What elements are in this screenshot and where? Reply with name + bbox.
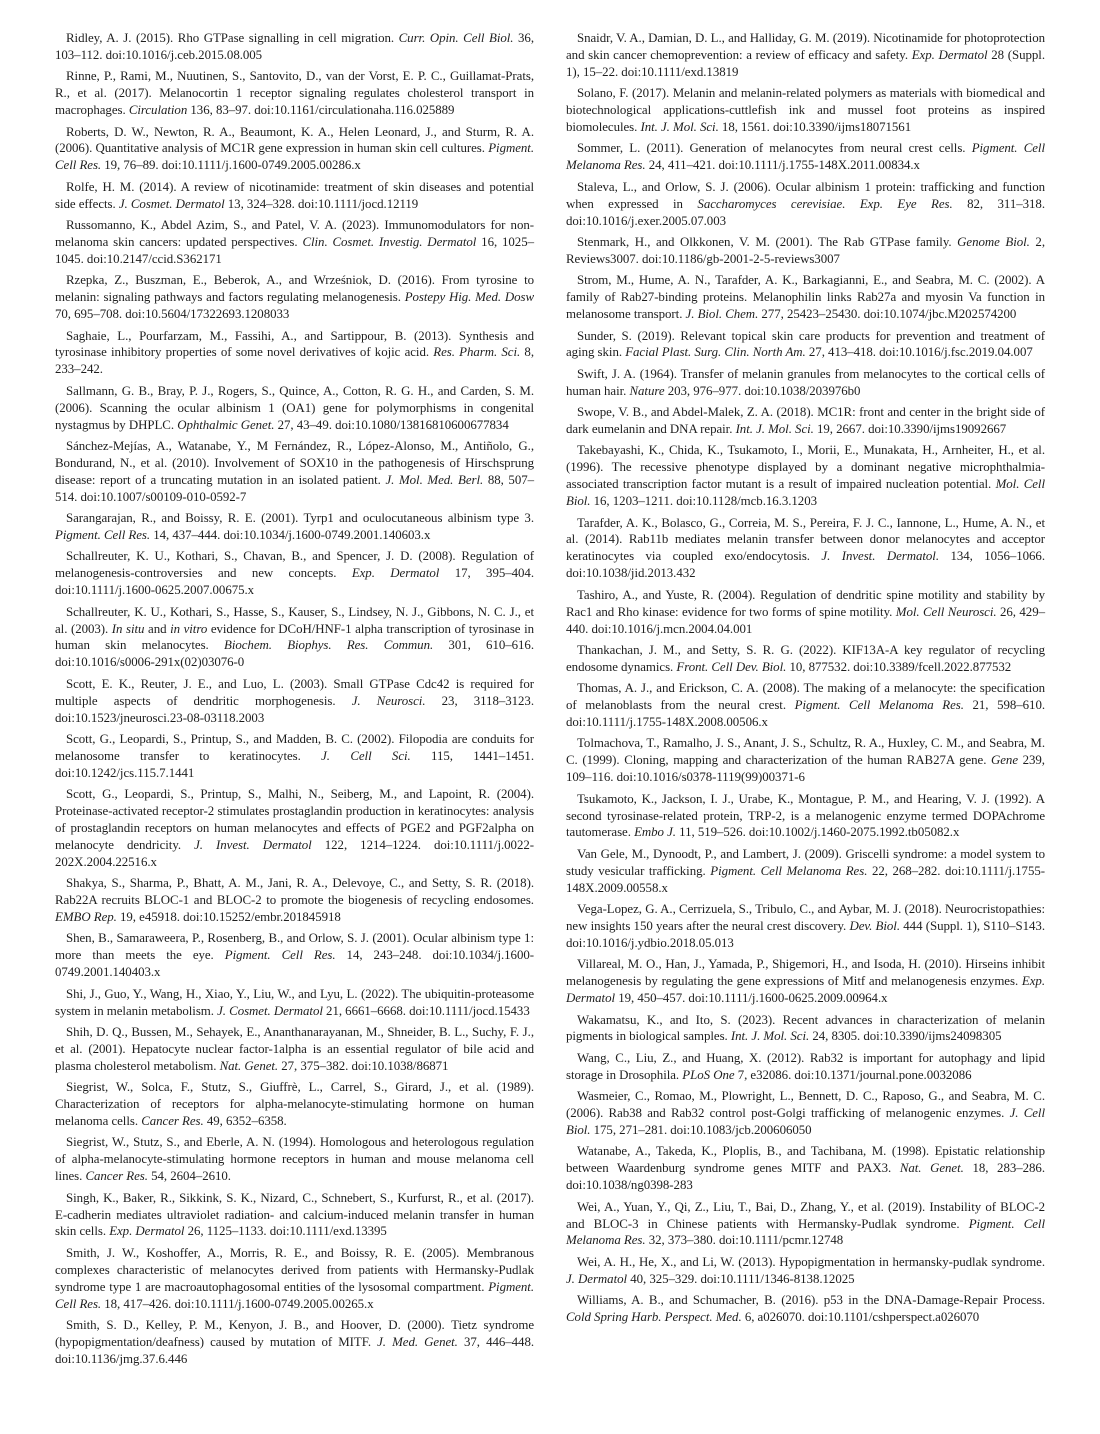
- reference-text-segment: 28 (Suppl. 1), 15–22. doi:10.1111/exd.13819: [566, 47, 1046, 79]
- reference-entry: [566, 735, 1045, 786]
- reference-text-segment: Saghaie, L., Pourfarzam, M., Fassihi, A., and Sartippour, B. (2013). Synthesis and tyrosinase inhibitory properties of some novel derivatives of kojic acid.: [55, 328, 534, 360]
- reference-journal-title: Nat. Genet.: [899, 1161, 964, 1176]
- reference-text-segment: 277, 25423–25430. doi:10.1074/jbc.M202574200: [758, 307, 1017, 322]
- reference-journal-title: Ophthalmic Genet.: [177, 417, 275, 432]
- reference-text-segment: 27, 43–49. doi:10.1080/13816810600677834: [274, 417, 509, 432]
- reference-entry: [55, 1317, 534, 1368]
- reference-text-segment: 17, 395–404. doi:10.1111/j.1600-0625.2007.00675.x: [55, 566, 534, 598]
- reference-text-segment: Schallreuter, K. U., Kothari, S., Hasse, S., Kauser, S., Lindsey, N. J., Gibbons, N. C. J., et al. (2003).: [55, 604, 534, 636]
- reference-text-segment: 6, a026070. doi:10.1101/cshperspect.a026070: [741, 1310, 980, 1325]
- reference-entry: [566, 234, 1045, 268]
- reference-journal-title: J. Mol. Med. Berl.: [385, 472, 484, 487]
- reference-text-segment: Thomas, A. J., and Erickson, C. A. (2008). The making of a melanocyte: the specification of melanoblasts from the neural crest.: [566, 681, 1045, 713]
- reference-text-segment: 70, 695–708. doi:10.5604/17322693.1208033: [55, 307, 290, 322]
- reference-journal-title: Exp. Dermatol: [911, 47, 988, 62]
- reference-entry: [566, 272, 1045, 323]
- reference-entry: [566, 140, 1045, 174]
- reference-text-segment: 82, 311–318. doi:10.1016/j.exer.2005.07.003: [566, 196, 1045, 228]
- reference-journal-title: J. Invest. Dermatol.: [821, 549, 940, 564]
- reference-journal-title: Pigment. Cell Res.: [55, 1279, 534, 1311]
- reference-journal-title: J. Cosmet. Dermatol: [118, 196, 225, 211]
- reference-entry: [55, 1134, 534, 1185]
- reference-text-segment: 16, 1203–1211. doi:10.1128/mcb.16.3.1203: [590, 494, 817, 509]
- references-column-right: [566, 30, 1045, 1414]
- reference-text-segment: 21, 6661–6668. doi:10.1111/jocd.15433: [322, 1003, 530, 1018]
- reference-entry: [566, 1050, 1045, 1084]
- reference-journal-title: Exp. Dermatol: [109, 1224, 185, 1239]
- reference-text-segment: Sarangarajan, R., and Boissy, R. E. (2001). Tyrp1 and oculocutaneous albinism type 3.: [66, 511, 534, 526]
- reference-text-segment: Sánchez-Mejías, A., Watanabe, Y., M Fernández, R., López-Alonso, M., Antiñolo, G., Bondurand, N., et al. (2010). Involvement of SOX10 in the pathogenesis of Hirschsprung disease: report of a truncating mutation in an isolated patient.: [55, 438, 534, 487]
- reference-entry: [55, 328, 534, 379]
- reference-text-segment: and: [144, 621, 171, 636]
- reference-text-segment: 11, 519–526. doi:10.1002/j.1460-2075.1992.tb05082.x: [675, 825, 960, 840]
- reference-journal-title: Curr. Opin. Cell Biol.: [398, 31, 514, 45]
- reference-entry: [566, 1199, 1045, 1250]
- reference-text-segment: Shen, B., Samaraweera, P., Rosenberg, B., and Orlow, S. J. (2001). Ocular albinism type 1: more than meets the eye.: [55, 931, 534, 963]
- reference-text-segment: 16, 1025–1045. doi:10.2147/ccid.S362171: [55, 234, 534, 266]
- reference-journal-title: Pigment. Cell Melanoma Res.: [566, 141, 1045, 173]
- reference-text-segment: 444 (Suppl. 1), S110–S143. doi:10.1016/j.ydbio.2018.05.013: [566, 919, 1046, 950]
- reference-text-segment: Wang, C., Liu, Z., and Huang, X. (2012). Rab32 is important for autophagy and lipid storage in Drosophila.: [566, 1050, 1045, 1082]
- reference-text-segment: 40, 325–329. doi:10.1111/1346-8138.12025: [627, 1271, 855, 1286]
- reference-journal-title: J. Med. Genet.: [377, 1334, 458, 1349]
- reference-journal-title: Pigment. Cell Melanoma Res.: [710, 863, 868, 878]
- reference-text-segment: Rzepka, Z., Buszman, E., Beberok, A., and Wrześniok, D. (2016). From tyrosine to melanin: signaling pathways and factors regulating melanogenesis.: [55, 273, 534, 305]
- reference-journal-title: Int. J. Mol. Sci.: [730, 1029, 810, 1044]
- reference-text-segment: Watanabe, A., Takeda, K., Ploplis, B., and Tachibana, M. (1998). Epistatic relationship between Waardenburg syndrome genes MITF and PAX3.: [566, 1144, 1045, 1176]
- reference-journal-title: Res. Pharm. Sci.: [433, 345, 521, 360]
- reference-text-segment: 27, 375–382. doi:10.1038/86871: [278, 1058, 449, 1073]
- reference-text-segment: Shi, J., Guo, Y., Wang, H., Xiao, Y., Liu, W., and Lyu, L. (2022). The ubiquitin-proteasome system in melanin metabolism.: [55, 986, 534, 1018]
- reference-entry: [55, 272, 534, 323]
- reference-text-segment: 115, 1441–1451. doi:10.1242/jcs.115.7.1441: [55, 748, 534, 780]
- reference-text-segment: Solano, F. (2017). Melanin and melanin-related polymers as materials with biomedical and biotechnological applications-cuttlefish ink and mussel foot proteins as inspired biomolecules.: [566, 86, 1045, 135]
- reference-text-segment: Tarafder, A. K., Bolasco, G., Correia, M. S., Pereira, F. J. C., Iannone, L., Hume, A. N., et al. (2014). Rab11b mediates melanin transfer between donor melanocytes and acceptor keratinocytes via coupled exo/endocytosis.: [566, 515, 1045, 564]
- reference-text-segment: Takebayashi, K., Chida, K., Tsukamoto, I., Morii, E., Munakata, H., Arnheiter, H., et al. (1996). The recessive phenotype displayed by a dominant negative microphthalmia-associated transcription factor mutant is a result of impaired nucleation potential.: [566, 443, 1045, 492]
- reference-journal-title: Pigment. Cell Res.: [224, 948, 336, 963]
- reference-text-segment: Ridley, A. J. (2015). Rho GTPase signalling in cell migration.: [66, 31, 399, 45]
- reference-journal-title: Mol. Cell Neurosci.: [895, 604, 997, 619]
- reference-text-segment: 14, 437–444. doi:10.1034/j.1600-0749.2001.140603.x: [150, 527, 431, 542]
- reference-journal-title: In situ: [111, 621, 145, 636]
- reference-journal-title: EMBO Rep.: [55, 910, 117, 924]
- reference-text-segment: 18, 1561. doi:10.3390/ijms18071561: [718, 120, 912, 135]
- reference-text-segment: Rinne, P., Rami, M., Nuutinen, S., Santovito, D., van der Vorst, E. P. C., Guillamat-Prats, R., et al. (2017). Melanocortin 1 receptor signaling regulates cholesterol transport in macrophages.: [55, 69, 534, 118]
- reference-entry: [566, 404, 1045, 438]
- reference-text-segment: Thankachan, J. M., and Setty, S. R. G. (2022). KIF13A-A key regulator of recycling endosome dynamics.: [566, 642, 1045, 674]
- reference-text-segment: Shih, D. Q., Bussen, M., Sehayek, E., Ananthanarayanan, M., Shneider, B. L., Suchy, F. J., et al. (2001). Hepatocyte nuclear factor-1alpha is an essential regulator of bile acid and plasma cholesterol metabolism.: [55, 1024, 534, 1073]
- reference-journal-title: PLoS One: [682, 1067, 735, 1082]
- reference-journal-title: Cold Spring Harb. Perspect. Med.: [566, 1310, 742, 1325]
- reference-text-segment: 239, 109–116. doi:10.1016/s0378-1119(99)00371-6: [566, 753, 1045, 785]
- reference-journal-title: Postepy Hig. Med. Dosw: [404, 290, 534, 305]
- reference-text-segment: Rolfe, H. M. (2014). A review of nicotinamide: treatment of skin diseases and potential side effects.: [55, 179, 534, 211]
- reference-entry: [55, 438, 534, 506]
- reference-entry: [55, 731, 534, 782]
- reference-text-segment: Siegrist, W., Stutz, S., and Eberle, A. N. (1994). Homologous and heterologous regulation of alpha-melanocyte-stimulating hormone receptors in human and mouse melanoma cell lines.: [55, 1135, 534, 1184]
- reference-journal-title: Pigment. Cell Melanoma Res.: [566, 1216, 1045, 1248]
- reference-entry: [566, 30, 1045, 81]
- reference-text-segment: Smith, J. W., Koshoffer, A., Morris, R. E., and Boissy, R. E. (2005). Membranous complexes characteristic of melanocytes derived from patients with Hermansky-Pudlak syndrome type 1 are macroautophagosomal entities of the lysosomal compartment.: [55, 1245, 534, 1294]
- reference-text-segment: Strom, M., Hume, A. N., Tarafder, A. K., Barkagianni, E., and Seabra, M. C. (2002). A family of Rab27-binding proteins. Melanophilin links Rab27a and myosin Va function in melanosome transport.: [566, 273, 1045, 322]
- reference-text-segment: Wasmeier, C., Romao, M., Plowright, L., Bennett, D. C., Raposo, G., and Seabra, M. C. (2006). Rab38 and Rab32 control post-Golgi trafficking of melanogenic enzymes.: [566, 1089, 1045, 1121]
- reference-entry: [55, 68, 534, 119]
- reference-text-segment: 19, 450–457. doi:10.1111/j.1600-0625.2009.00964.x: [615, 991, 888, 1006]
- reference-entry: [566, 1254, 1045, 1288]
- reference-entry: [566, 846, 1045, 897]
- reference-text-segment: Tsukamoto, K., Jackson, I. J., Urabe, K., Montague, P. M., and Hearing, V. J. (1992). A second tyrosinase-related protein, TRP-2, is a melanogenic enzyme termed DOPAchrome tautomerase.: [566, 791, 1045, 840]
- reference-entry: [55, 676, 534, 727]
- reference-journal-title: Circulation: [128, 103, 188, 118]
- reference-journal-title: J. Cosmet. Dermatol: [217, 1003, 323, 1018]
- reference-text-segment: 22, 268–282. doi:10.1111/j.1755-148X.2009.00558.x: [566, 863, 1045, 895]
- reference-entry: [55, 510, 534, 544]
- reference-text-segment: 134, 1056–1066. doi:10.1038/jid.2013.432: [566, 549, 1046, 581]
- reference-entry: [566, 366, 1045, 400]
- reference-journal-title: Pigment. Cell Melanoma Res.: [794, 698, 964, 713]
- reference-entry: [566, 179, 1045, 230]
- reference-text-segment: 18, 417–426. doi:10.1111/j.1600-0749.2005.00265.x: [101, 1296, 374, 1311]
- reference-entry: [55, 786, 534, 871]
- reference-journal-title: Embo J.: [634, 825, 676, 840]
- reference-entry: [55, 30, 534, 64]
- reference-entry: [55, 604, 534, 672]
- reference-journal-title: Cancer Res.: [85, 1169, 148, 1184]
- reference-text-segment: Williams, A. B., and Schumacher, B. (2016). p53 in the DNA-Damage-Repair Process.: [577, 1293, 1045, 1308]
- reference-entry: [55, 986, 534, 1020]
- reference-text-segment: evidence for DCoH/HNF-1 alpha transcription of tyrosinase in human skin melanocytes.: [55, 621, 534, 653]
- reference-text-segment: Smith, S. D., Kelley, P. M., Kenyon, J. B., and Hoover, D. (2000). Tietz syndrome (hypopigmentation/deafness) caused by mutation of MITF.: [55, 1317, 534, 1349]
- reference-text-segment: 122, 1214–1224. doi:10.1111/j.0022-202X.2004.22516.x: [55, 837, 534, 869]
- reference-journal-title: J. Cell Biol.: [566, 1106, 1045, 1137]
- reference-entry: [566, 680, 1045, 731]
- reference-text-segment: 23, 3118–3123. doi:10.1523/jneurosci.23-08-03118.2003: [55, 693, 534, 725]
- reference-text-segment: 136, 83–97. doi:10.1161/circulationaha.116.025889: [187, 103, 455, 118]
- reference-entry: [566, 1088, 1045, 1139]
- reference-journal-title: Front. Cell Dev. Biol.: [676, 659, 787, 674]
- reference-entry: [55, 217, 534, 268]
- reference-journal-title: Exp. Dermatol: [351, 566, 440, 581]
- reference-text-segment: 19, 76–89. doi:10.1111/j.1600-0749.2005.00286.x: [101, 158, 361, 173]
- reference-journal-title: J. Biol. Chem.: [685, 307, 759, 322]
- reference-journal-title: Gene: [991, 753, 1018, 768]
- reference-text-segment: Van Gele, M., Dynoodt, P., and Lambert, J. (2009). Griscelli syndrome: a model system to study vesicular trafficking.: [566, 846, 1045, 878]
- reference-journal-title: J. Dermatol: [566, 1271, 628, 1286]
- reference-text-segment: 175, 271–281. doi:10.1083/jcb.200606050: [590, 1122, 812, 1137]
- reference-text-segment: Singh, K., Baker, R., Sikkink, S. K., Nizard, C., Schnebert, S., Kurfurst, R., et al. (2017). E-cadherin mediates ultraviolet radiation- and calcium-induced melanin transfer in human skin cells.: [55, 1190, 534, 1239]
- reference-entry: [55, 1079, 534, 1130]
- reference-entry: [566, 1143, 1045, 1194]
- reference-journal-title: Nature: [629, 383, 665, 398]
- reference-journal-title: J. Neurosci.: [351, 693, 426, 708]
- reference-journal-title: Nat. Genet.: [219, 1058, 279, 1073]
- reference-text-segment: Wakamatsu, K., and Ito, S. (2023). Recent advances in characterization of melanin pigments in biological samples.: [566, 1012, 1045, 1044]
- reference-entry: [55, 1190, 534, 1241]
- reference-text-segment: Tolmachova, T., Ramalho, J. S., Anant, J. S., Schultz, R. A., Huxley, C. M., and Seabra, M. C. (1999). Cloning, mapping and characterization of the human RAB27A gene.: [566, 736, 1045, 768]
- reference-text-segment: 10, 877532. doi:10.3389/fcell.2022.877532: [786, 659, 1012, 674]
- reference-text-segment: Vega-Lopez, G. A., Cerrizuela, S., Tribulo, C., and Aybar, M. J. (2018). Neurocristopathies: new insights 150 years after the neural crest discovery.: [566, 902, 1045, 933]
- reference-journal-title: Mol. Cell Biol.: [566, 477, 1045, 509]
- reference-text-segment: 8, 233–242.: [55, 345, 535, 377]
- reference-journal-title: Cancer Res.: [141, 1113, 204, 1128]
- reference-entry: [566, 642, 1045, 676]
- reference-text-segment: 13, 324–328. doi:10.1111/jocd.12119: [224, 196, 419, 211]
- reference-text-segment: Russomanno, K., Abdel Azim, S., and Patel, V. A. (2023). Immunomodulators for non-melanoma skin cancers: updated perspectives.: [55, 218, 534, 249]
- reference-journal-title: Facial Plast. Surg. Clin. North Am.: [625, 345, 806, 360]
- reference-text-segment: Swift, J. A. (1964). Transfer of melanin granules from melanocytes to the cortical cells of human hair.: [566, 366, 1045, 398]
- reference-text-segment: 203, 976–977. doi:10.1038/203976b0: [664, 383, 861, 398]
- reference-journal-title: Pigment. Cell Res.: [55, 527, 151, 542]
- reference-text-segment: 19, e45918. doi:10.15252/embr.201845918: [116, 910, 341, 924]
- reference-text-segment: Wei, A., Yuan, Y., Qi, Z., Liu, T., Bai, D., Zhang, Y., et al. (2019). Instability of BLOC-2 and BLOC-3 in Chinese patients with Hermansky-Pudlak syndrome.: [566, 1199, 1045, 1231]
- reference-text-segment: Scott, G., Leopardi, S., Printup, S., and Madden, B. C. (2002). Filopodia are conduits for melanosome transfer to keratinocytes.: [55, 731, 534, 763]
- reference-journal-title: Exp. Dermatol: [566, 974, 1045, 1006]
- reference-entry: [55, 875, 534, 926]
- reference-entry: [566, 1292, 1045, 1326]
- reference-text-segment: 301, 610–616. doi:10.1016/s0006-291x(02)03076-0: [55, 638, 534, 670]
- reference-text-segment: 37, 446–448. doi:10.1136/jmg.37.6.446: [55, 1334, 535, 1366]
- reference-text-segment: 49, 6352–6358.: [203, 1113, 287, 1128]
- reference-text-segment: 24, 411–421. doi:10.1111/j.1755-148X.2011.00834.x: [645, 158, 920, 173]
- reference-journal-title: Int. J. Mol. Sci.: [640, 120, 719, 135]
- reference-journal-title: J. Cell Sci.: [321, 748, 411, 763]
- reference-entry: [566, 1012, 1045, 1046]
- reference-text-segment: 26, 429–440. doi:10.1016/j.mcn.2004.04.001: [566, 604, 1045, 636]
- reference-text-segment: 2, Reviews3007. doi:10.1186/gb-2001-2-5-reviews3007: [566, 234, 1045, 266]
- reference-text-segment: 24, 8305. doi:10.3390/ijms24098305: [809, 1029, 1002, 1044]
- reference-text-segment: Sommer, L. (2011). Generation of melanocytes from neural crest cells.: [577, 141, 972, 156]
- reference-text-segment: 54, 2604–2610.: [147, 1169, 231, 1184]
- reference-journal-title: Int. J. Mol. Sci.: [735, 422, 814, 437]
- references-column-left: [55, 30, 534, 1414]
- reference-entry: [566, 328, 1045, 362]
- reference-text-segment: Sallmann, G. B., Bray, P. J., Rogers, S., Quince, A., Cotton, R. G. H., and Carden, S. M. (2006). Scanning the ocular albinism 1 (OA1) gene for polymorphisms in congenital nystagmus by DHPLC.: [55, 383, 534, 432]
- reference-text-segment: Scott, E. K., Reuter, J. E., and Luo, L. (2003). Small GTPase Cdc42 is required for multiple aspects of dendritic morphogenesis.: [55, 676, 534, 708]
- reference-text-segment: 32, 373–380. doi:10.1111/pcmr.12748: [645, 1233, 844, 1248]
- reference-text-segment: 88, 507–514. doi:10.1007/s00109-010-0592-7: [55, 472, 535, 504]
- reference-text-segment: Tashiro, A., and Yuste, R. (2004). Regulation of dendritic spine motility and stability by Rac1 and Rho kinase: evidence for two forms of spine motility.: [566, 587, 1045, 619]
- reference-text-segment: Wei, A. H., He, X., and Li, W. (2013). Hypopigmentation in hermansky-pudlak syndrome.: [577, 1254, 1045, 1269]
- reference-entry: [566, 587, 1045, 638]
- reference-entry: [55, 383, 534, 434]
- reference-journal-title: Genome Biol.: [957, 234, 1030, 249]
- reference-journal-title: J. Invest. Dermatol: [194, 837, 312, 852]
- reference-entry: [566, 901, 1045, 952]
- reference-journal-title: Biochem. Biophys. Res. Commun.: [224, 638, 434, 653]
- reference-text-segment: Snaidr, V. A., Damian, D. L., and Halliday, G. M. (2019). Nicotinamide for photoprotection and skin cancer chemoprevention: a review of efficacy and safety.: [566, 31, 1045, 62]
- reference-text-segment: Siegrist, W., Solca, F., Stutz, S., Giuffrè, L., Carrel, S., Girard, J., et al. (1989). Characterization of receptors for alpha-melanocyte-stimulating hormone on human melanoma cells.: [55, 1080, 534, 1128]
- reference-entry: [55, 124, 534, 175]
- reference-text-segment: 7, e32086. doi:10.1371/journal.pone.0032086: [734, 1067, 972, 1082]
- reference-entry: [566, 791, 1045, 842]
- reference-journal-title: Saccharomyces cerevisiae. Exp. Eye Res.: [697, 196, 953, 211]
- reference-text-segment: 18, 283–286. doi:10.1038/ng0398-283: [566, 1161, 1045, 1193]
- reference-entry: [566, 515, 1045, 583]
- reference-entry: [55, 179, 534, 213]
- reference-journal-title: in vitro: [170, 621, 208, 636]
- reference-journal-title: Clin. Cosmet. Investig. Dermatol: [302, 234, 477, 249]
- reference-entry: [55, 930, 534, 981]
- reference-text-segment: Scott, G., Leopardi, S., Printup, S., Malhi, N., Seiberg, M., and Lapoint, R. (2004). Proteinase-activated receptor-2 stimulates prostaglandin production in keratinocytes: analysis of prostaglandin receptors on human melanocytes and effects of PGE2 and PGF2alpha on melanocyte dendricity.: [55, 787, 534, 852]
- reference-text-segment: 36, 103–112. doi:10.1016/j.ceb.2015.08.005: [55, 31, 535, 62]
- reference-text-segment: Shakya, S., Sharma, P., Bhatt, A. M., Jani, R. A., Delevoye, C., and Setty, S. R. (2018). Rab22A recruits BLOC-1 and BLOC-2 to promote the biogenesis of recycling endosomes.: [55, 876, 534, 908]
- reference-text-segment: 14, 243–248. doi:10.1034/j.1600-0749.2001.140403.x: [55, 948, 534, 980]
- reference-journal-title: Dev. Biol.: [849, 919, 901, 933]
- reference-text-segment: 26, 1125–1133. doi:10.1111/exd.13395: [184, 1224, 387, 1239]
- reference-entry: [566, 85, 1045, 136]
- reference-entry: [55, 548, 534, 599]
- reference-text-segment: Villareal, M. O., Han, J., Yamada, P., Shigemori, H., and Isoda, H. (2010). Hirseins inhibit melanogenesis by regulating the gene expressions of Mitf and melanogenesis enzymes.: [566, 957, 1045, 989]
- reference-text-segment: Swope, V. B., and Abdel-Malek, Z. A. (2018). MC1R: front and center in the bright side of dark eumelanin and DNA repair.: [566, 405, 1045, 437]
- reference-text-segment: Sunder, S. (2019). Relevant topical skin care products for prevention and treatment of aging skin.: [566, 328, 1045, 360]
- reference-text-segment: Schallreuter, K. U., Kothari, S., Chavan, B., and Spencer, J. D. (2008). Regulation of melanogenesis-controversies and new concepts.: [55, 549, 534, 581]
- reference-text-segment: Staleva, L., and Orlow, S. J. (2006). Ocular albinism 1 protein: trafficking and function when expressed in: [566, 179, 1045, 211]
- reference-entry: [566, 442, 1045, 510]
- reference-text-segment: 27, 413–418. doi:10.1016/j.fsc.2019.04.007: [805, 345, 1033, 360]
- reference-text-segment: 19, 2667. doi:10.3390/ijms19092667: [813, 422, 1007, 437]
- reference-entry: [566, 956, 1045, 1007]
- reference-entry: [55, 1024, 534, 1075]
- reference-text-segment: Roberts, D. W., Newton, R. A., Beaumont, K. A., Helen Leonard, J., and Sturm, R. A. (2006). Quantitative analysis of MC1R gene expression in human skin cell cultures.: [55, 124, 534, 156]
- reference-text-segment: Stenmark, H., and Olkkonen, V. M. (2001). The Rab GTPase family.: [577, 234, 958, 249]
- reference-journal-title: Pigment. Cell Res.: [55, 141, 534, 173]
- reference-entry: [55, 1245, 534, 1313]
- reference-text-segment: 21, 598–610. doi:10.1111/j.1755-148X.2008.00506.x: [566, 698, 1046, 730]
